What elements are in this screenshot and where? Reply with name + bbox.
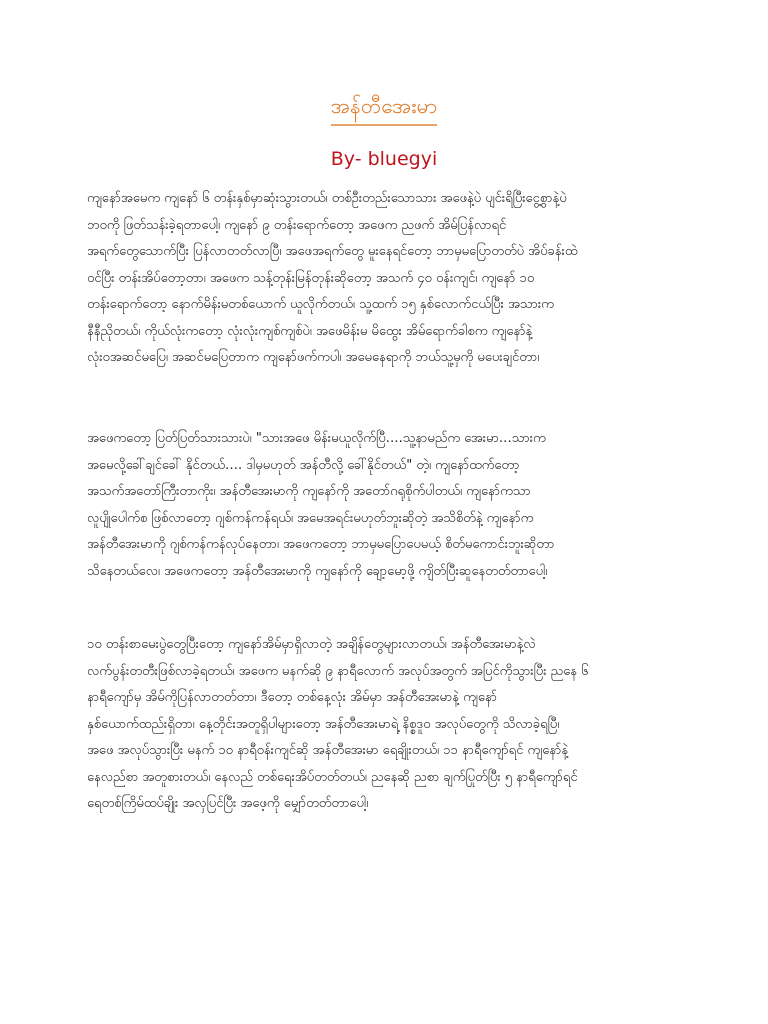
text-line: အန်တီအေးမာကို ဂျစ်ကန်ကန်လုပ်နေတာ၊ အဖေကတော့ ဘာမှမပြောပေမယ့် စိတ်မကောင်းဘူးဆိုတာ (87, 537, 555, 552)
text-line: နီနီညိုတယ်၊ ကိုယ်လုံးကတော့ လုံးလုံးကျစ်ကျစ်ပဲ၊ အဖေမိန်းမ မိထွေး အိမ်ရောက်ခါစက ကျနော်နဲ့ (87, 323, 533, 339)
paragraph-1 (87, 186, 687, 372)
text-line: တန်းရောက်တော့ နောက်မိန်းမတစ်ယောက် ယူလိုက်တယ်၊ သူ့ထက် ၁၅ နှစ်လောက်ငယ်ပြီး အသားက (87, 297, 554, 312)
text-line: အဖေ အလုပ်သွားပြီး မနက် ၁၀ နာရီဝန်းကျင်ဆို အန်တီအေးမာ ရေချိုးတယ်၊ ၁၁ နာရီကျော်ရင် ကျနော်နဲ့ (87, 743, 569, 758)
text-line: နေလည်စာ အတူစားတယ်၊ နေလည် တစ်ရေးအိပ်တတ်တယ်၊ ညနေဆို ညစာ ချက်ပြုတ်ပြီး ၅ နာရီကျော်ရင် (87, 769, 578, 785)
text-line: သိနေတယ်လေ၊ အဖေကတော့ အန်တီအေးမာကို ကျနော်ကို ချော့မော့ဖို့ ကျိတ်ပြီးဆူနေတတ်တာပေါ့၊ (87, 563, 548, 579)
text-line: ဝင်ပြီး တန်းအိပ်တော့တာ၊ အဖေက သန့်တုန်းမြန်တုန်းဆိုတော့ အသက် ၄၀ ဝန်းကျင်၊ ကျနော် ၁၀ (87, 270, 535, 286)
text-line: နှစ်ယောက်ထည်းရှိတာ၊ နေ့တိုင်းအတူရှိပါများတော့ အန်တီအေးမာရဲ့ နိစ္စဒူဝ အလုပ်တွေကို သိလာခဲ့ရပြီ၊ (87, 716, 560, 732)
author-byline: By- bluegyi (330, 148, 438, 170)
text-line: ကျနော်အမေက ကျနော် ၆ တန်းနှစ်မှာဆုံးသွားတယ်၊ တစ်ဦးတည်းသောသား အဖေနဲ့ပဲ ပျင်းရိပြီးငွေ့စွာနဲ့ပဲ (87, 191, 567, 206)
text-line: အမေလို့ခေါ်ချင်ခေါ် နိုင်တယ်…. ဒါမှမဟုတ် အန်တီလို့ ခေါ်နိုင်တယ်" တဲ့၊ ကျနော်ထက်တော့ (87, 457, 520, 473)
text-line: အသက်အတော်ကြီးတာကိုး၊ အန်တီအေးမာကို ကျနော်ကို အတော်ဂရုစိုက်ပါတယ်၊ ကျနော်ကသာ (87, 484, 531, 499)
title-container (0, 92, 768, 126)
paragraph-2 (87, 426, 687, 585)
text-line: ရေတစ်ကြိမ်ထပ်ချိုး အလှပြင်ပြီး အဖေ့ကို မျှော်တတ်တာပေါ့၊ (87, 796, 369, 811)
text-line: အဖေကတော့ ပြတ်ပြတ်သားသားပဲ၊ "သားအဖေ မိန်းမယူလိုက်ပြီ….သူ့နာမည်က အေးမာ…သားက (87, 431, 546, 446)
document-title: အန်တီအေးမာ (331, 92, 437, 126)
text-line: နာရီကျော်မှ အိမ်ကိုပြန်လာတတ်တာ၊ ဒီတော့ တစ်နေ့လုံး အိမ်မှာ အန်တီအေးမာနဲ့ ကျနော် (87, 690, 497, 705)
paragraph-3 (87, 632, 687, 818)
text-line: လူပျိုပေါက်စ ဖြစ်လာတော့ ဂျစ်ကန်ကန်ရယ်၊ အမေအရင်းမဟုတ်ဘူးဆိုတဲ့ အသိစိတ်နဲ့ ကျနော်က (87, 510, 534, 526)
text-line: ၁၀ တန်းစာမေးပွဲတွေပြီးတော့ ကျနော်အိမ်မှာရှိလာတဲ့ အချိန်တွေများလာတယ်၊ အန်တီအေးမာနဲ့လဲ (87, 637, 536, 652)
text-line: လက်ပွန်းတတီးဖြစ်လာခဲ့ရတယ်၊ အဖေက မနက်ဆို ၉ နာရီလောက် အလုပ်အတွက် အပြင်ကိုသွားပြီး ညနေ ၆ (87, 663, 589, 679)
text-line: ဘဝကို ဖြတ်သန်းခဲ့ရတာပေါ့၊ ကျနော် ၉ တန်းရောက်တော့ အဖေက ညဖက် အိမ်ပြန်လာရင် (87, 217, 507, 233)
text-line: လုံးဝအဆင်မပြေ၊ အဆင်မပြေတာက ကျနော်ဖက်ကပါ၊ အမေနေရာကို ဘယ်သူ့မှကို မပေးချင်တာ၊ (87, 350, 540, 365)
text-line: အရက်တွေသောက်ပြီး ပြန်လာတတ်လာပြီ၊ အဖေအရက်တွေ မူးနေရင်တော့ ဘာမှမပြောတတ်ပဲ အိပ်ခန်းထဲ (87, 244, 578, 259)
